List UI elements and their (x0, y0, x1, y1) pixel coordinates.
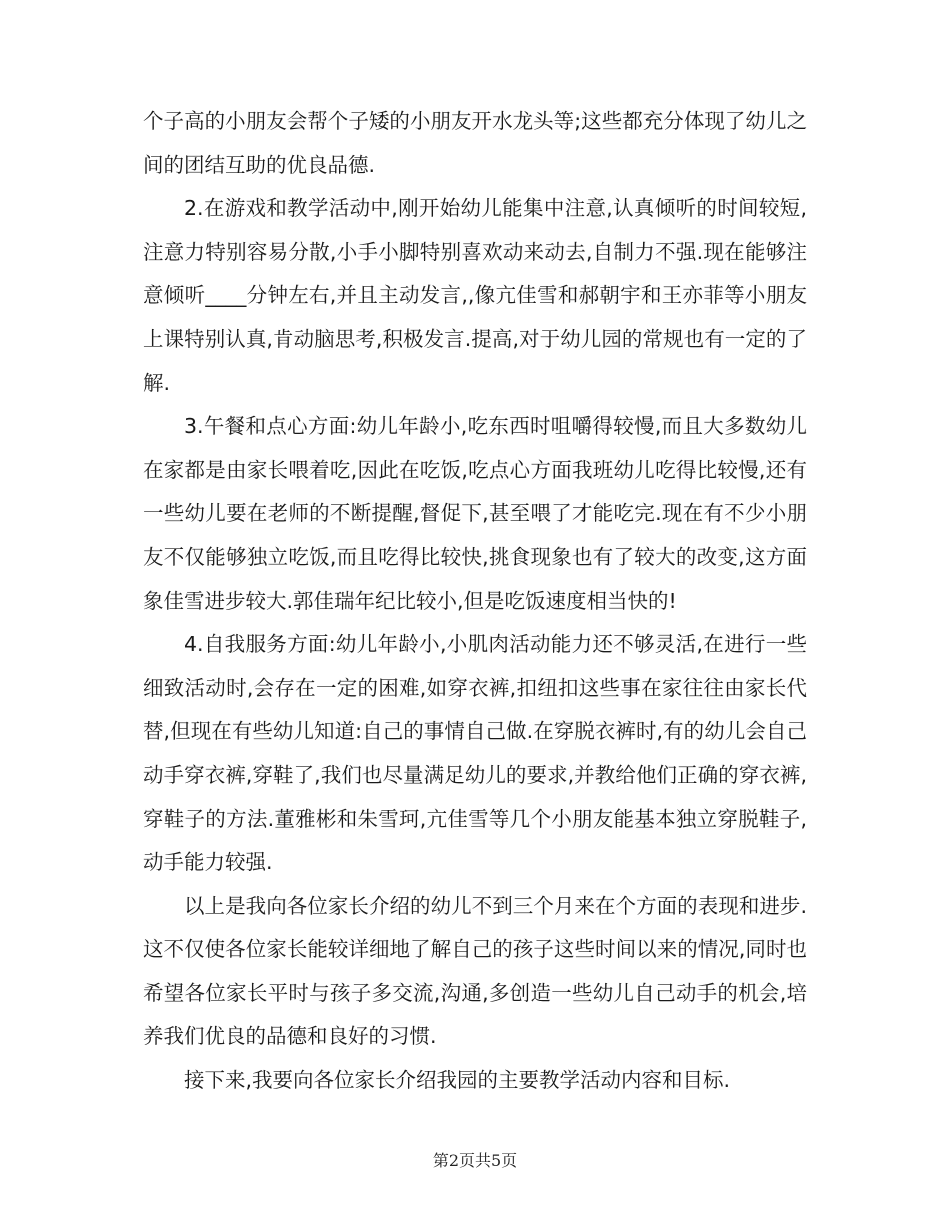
paragraph-closing: 接下来,我要向各位家长介绍我园的主要教学活动内容和目标. (184, 1068, 731, 1093)
paragraph-continuation: 个子高的小朋友会帮个子矮的小朋友开水龙头等;这些都充分体现了幼儿之间的团结互助的优良品德. (143, 109, 807, 177)
paragraph-item-2: 2.在游戏和教学活动中,刚开始幼儿能集中注意,认真倾听的时间较短,注意力特别容易分散,小手小脚特别喜欢动来动去,自制力不强.现在能够注意倾听____分钟左右,并且主动发言,,像亢佳雪和郝朝宇和王亦菲等小朋友上课特别认真,肯动脑思考,积极发言.提高,对于幼儿园的常规也有一定的了解. (143, 196, 807, 395)
paragraph-item-4: 4.自我服务方面:幼儿年龄小,小肌肉活动能力还不够灵活,在进行一些细致活动时,会存在一定的困难,如穿衣裤,扣纽扣这些事在家往往由家长代替,但现在有些幼儿知道:自己的事情自己做.在穿脱衣裤时,有的幼儿会自己动手穿衣裤,穿鞋了,我们也尽量满足幼儿的要求,并教给他们正确的穿衣裤,穿鞋子的方法.董雅彬和朱雪珂,亢佳雪等几个小朋友能基本独立穿脱鞋子,动手能力较强. (143, 632, 807, 875)
document-body (143, 100, 807, 1103)
page-number-footer: 第2页共5页 (432, 1151, 518, 1170)
paragraph-summary: 以上是我向各位家长介绍的幼儿不到三个月来在个方面的表现和进步.这不仅使各位家长能较详细地了解自己的孩子这些时间以来的情况,同时也希望各位家长平时与孩子多交流,沟通,多创造一些幼儿自己动手的机会,培养我们优良的品德和良好的习惯. (143, 893, 807, 1049)
paragraph-item-3: 3.午餐和点心方面:幼儿年龄小,吃东西时咀嚼得较慢,而且大多数幼儿在家都是由家长喂着吃,因此在吃饭,吃点心方面我班幼儿吃得比较慢,还有一些幼儿要在老师的不断提醒,督促下,甚至喂了才能吃完.现在有不少小朋友不仅能够独立吃饭,而且吃得比较快,挑食现象也有了较大的改变,这方面象佳雪进步较大.郭佳瑞年纪比较小,但是吃饭速度相当快的! (143, 414, 807, 613)
